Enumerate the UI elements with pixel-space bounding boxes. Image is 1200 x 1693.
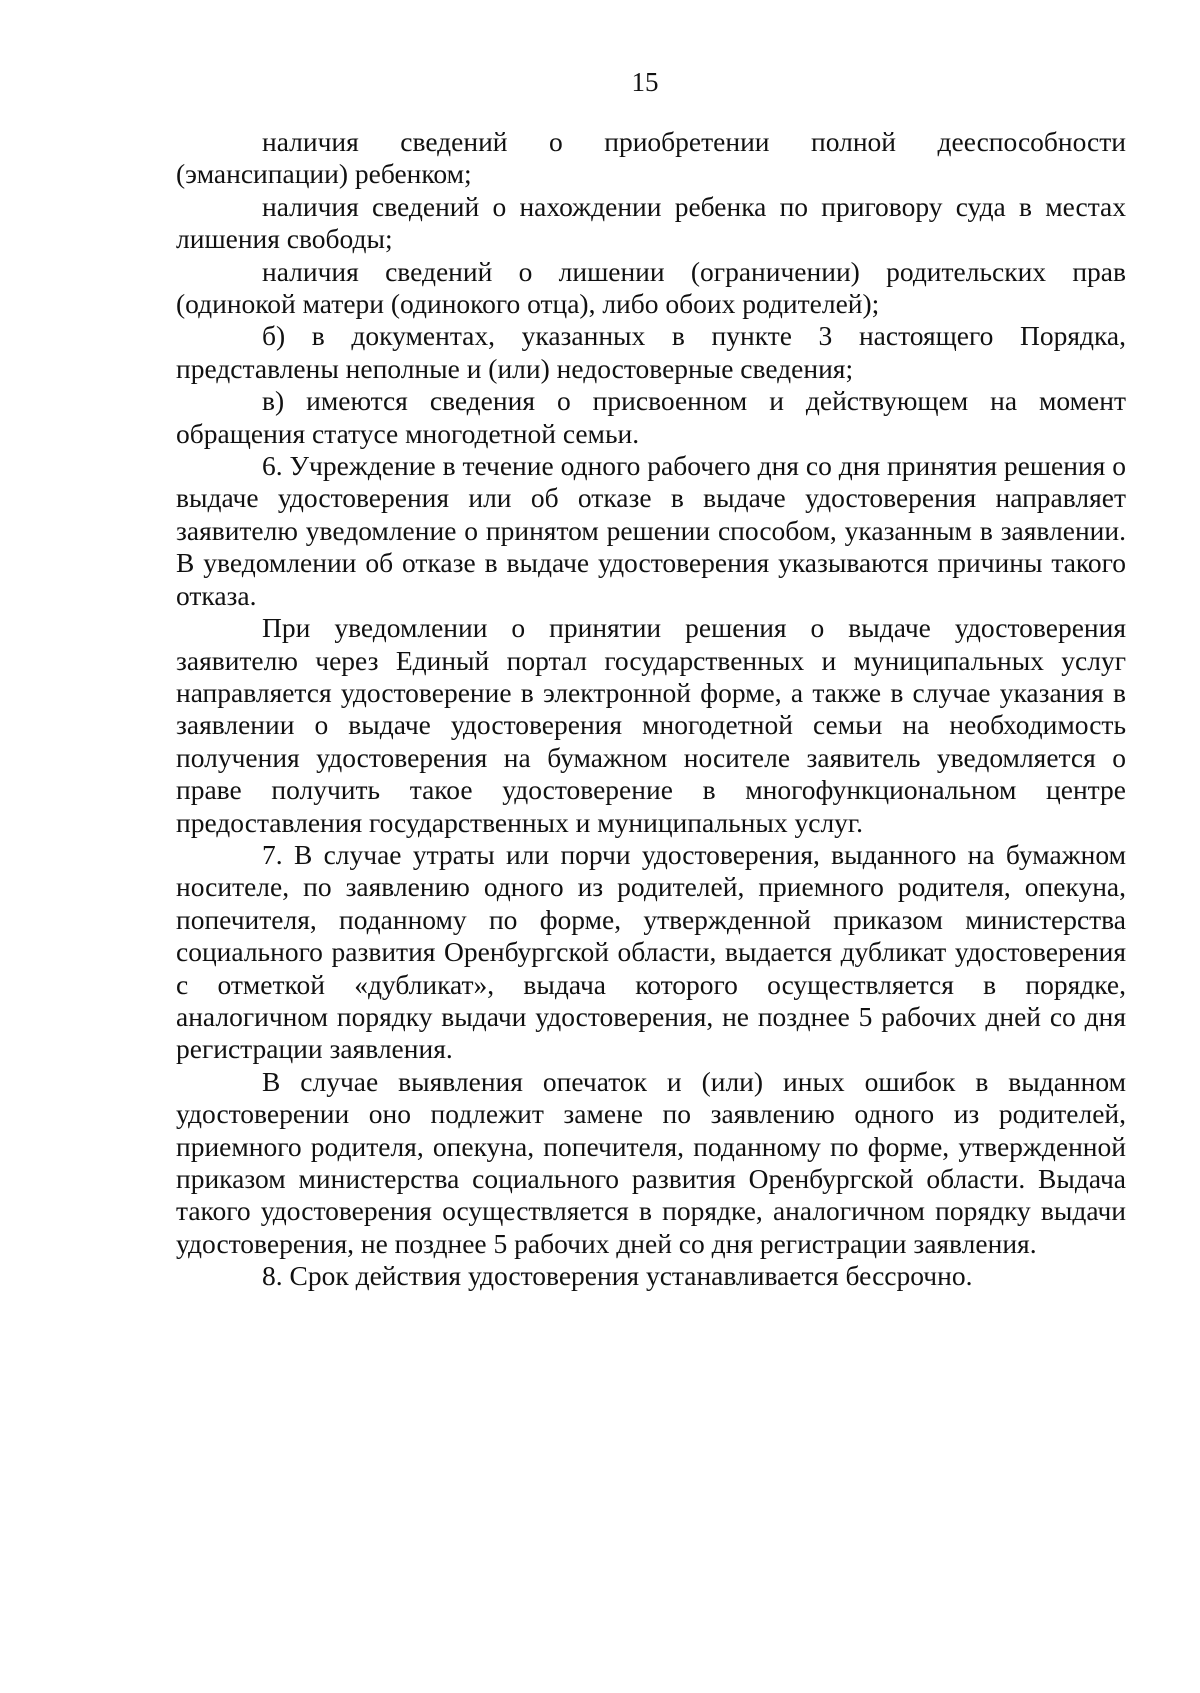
paragraph-item-v: в) имеются сведения о присвоенном и действующем на момент обращения статусе многодетной семьи. xyxy=(176,385,1126,449)
page-number: 15 xyxy=(631,67,659,97)
paragraph-clause-7-errors: В случае выявления опечаток и (или) иных ошибок в выданном удостоверении оно подлежит замене по заявлению одного из родителей, приемного родителя, опекуна, попечителя, поданному по форме, утвержденной приказом министерства социального развития Оренбургской области. Выдача такого удостоверения осуществляется в порядке, аналогичном порядку выдачи удостоверения, не позднее 5 рабочих дней со дня регистрации заявления. xyxy=(176,1065,1126,1259)
paragraph-clause-6-notification: При уведомлении о принятии решения о выдаче удостоверения заявителю через Единый портал государственных и муниципальных услуг направляется удостоверение в электронной форме, а также в случае указания в заявлении о выдаче удостоверения многодетной семьи на необходимость получения удостоверения на бумажном носителе заявитель уведомляется о праве получить такое удостоверение в многофункциональном центре предоставления государственных и муниципальных услуг. xyxy=(176,612,1126,838)
paragraph-emancipation: наличия сведений о приобретении полной дееспособности (эмансипации) ребенком; xyxy=(176,126,1126,190)
paragraph-clause-8: 8. Срок действия удостоверения устанавливается бессрочно. xyxy=(262,1260,973,1292)
paragraph-parental-rights: наличия сведений о лишении (ограничении) родительских прав (одинокой матери (одинокого отца), либо обоих родителей); xyxy=(176,255,1126,320)
paragraph-imprisonment: наличия сведений о нахождении ребенка по приговору суда в местах лишения свободы; xyxy=(176,190,1126,255)
paragraph-clause-6: 6. Учреждение в течение одного рабочего дня со дня принятия решения о выдаче удостоверения или об отказе в выдаче удостоверения направляет заявителю уведомление о принятом решении способом, указанным в заявлении. В уведомлении об отказе в выдаче удостоверения указываются причины такого отказа. xyxy=(176,450,1126,611)
paragraph-clause-7: 7. В случае утраты или порчи удостоверения, выданного на бумажном носителе, по заявлению одного из родителей, приемного родителя, опекуна, попечителя, поданному по форме, утвержденной приказом министерства социального развития Оренбургской области, выдается дубликат удостоверения с отметкой «дубликат», выдача которого осуществляется в порядке, аналогичном порядку выдачи удостоверения, не позднее 5 рабочих дней со дня регистрации заявления. xyxy=(176,838,1126,1065)
paragraph-item-b: б) в документах, указанных в пункте 3 настоящего Порядка, представлены неполные и (или) недостоверные сведения; xyxy=(176,320,1126,384)
document-body xyxy=(176,126,1126,1293)
